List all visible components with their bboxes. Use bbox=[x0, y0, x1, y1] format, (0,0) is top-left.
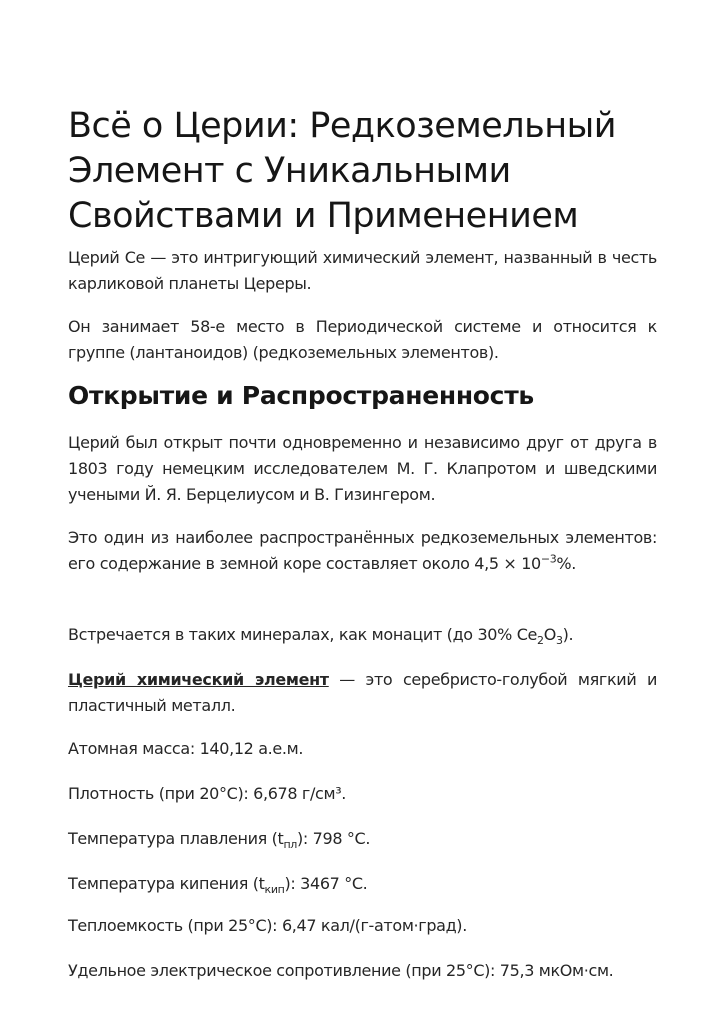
element-description-paragraph bbox=[68, 667, 657, 719]
property-boiling-point bbox=[68, 871, 657, 897]
element-description-text: — это серебристо-голубой мягкий и пластичный металл. bbox=[68, 670, 657, 715]
boiling-value: ): 3467 °C. bbox=[284, 874, 368, 893]
element-term-link[interactable]: Церий химический элемент bbox=[68, 670, 329, 689]
property-melting-point bbox=[68, 826, 657, 852]
property-density: Плотность (при 20°C): 6,678 г/см³. bbox=[68, 784, 346, 803]
property-heat-capacity: Теплоемкость (при 25°C): 6,47 кал/(г-атом·град). bbox=[68, 916, 467, 935]
property-resistivity: Удельное электрическое сопротивление (при 25°C): 75,3 мкОм·см. bbox=[68, 961, 614, 980]
property-atomic-mass: Атомная масса: 140,12 а.е.м. bbox=[68, 739, 304, 758]
melting-subscript: пл bbox=[283, 838, 297, 852]
boiling-subscript: кип bbox=[264, 883, 285, 897]
intro-paragraph-2: Он занимает 58-е место в Периодической системе и относится к группе (лантаноидов) (редкоземельных элементов). bbox=[68, 317, 657, 362]
melting-label: Температура плавления (t bbox=[68, 829, 284, 848]
formula-subscript-3: 3 bbox=[555, 634, 563, 648]
abundance-paragraph bbox=[68, 525, 657, 577]
formula-subscript-2: 2 bbox=[537, 634, 544, 648]
formula-oxygen: O bbox=[543, 625, 556, 644]
page-title: Всё о Церии: Редкоземельный Элемент с Уникальными Свойствами и Применением bbox=[68, 106, 617, 236]
minerals-text: Встречается в таких минералах, как монацит (до 30% Ce bbox=[68, 625, 538, 644]
abundance-unit: %. bbox=[556, 554, 576, 573]
section-heading-discovery: Открытие и Распространенность bbox=[68, 381, 534, 410]
minerals-paragraph bbox=[68, 622, 657, 648]
melting-value: ): 798 °C. bbox=[297, 829, 371, 848]
abundance-text: Это один из наиболее распространённых редкоземельных элементов: его содержание в земной коре составляет около 4,5 × 10 bbox=[68, 528, 657, 573]
boiling-label: Температура кипения (t bbox=[68, 874, 265, 893]
intro-paragraph-1: Церий Ce — это интригующий химический элемент, названный в честь карликовой планеты Цереры. bbox=[68, 248, 657, 293]
abundance-exponent: −3 bbox=[540, 552, 557, 566]
minerals-close: ). bbox=[562, 625, 574, 644]
discovery-paragraph: Церий был открыт почти одновременно и независимо друг от друга в 1803 году немецким исследователем М. Г. Клапротом и шведскими учеными Й. Я. Берцелиусом и В. Гизингером. bbox=[68, 433, 657, 504]
